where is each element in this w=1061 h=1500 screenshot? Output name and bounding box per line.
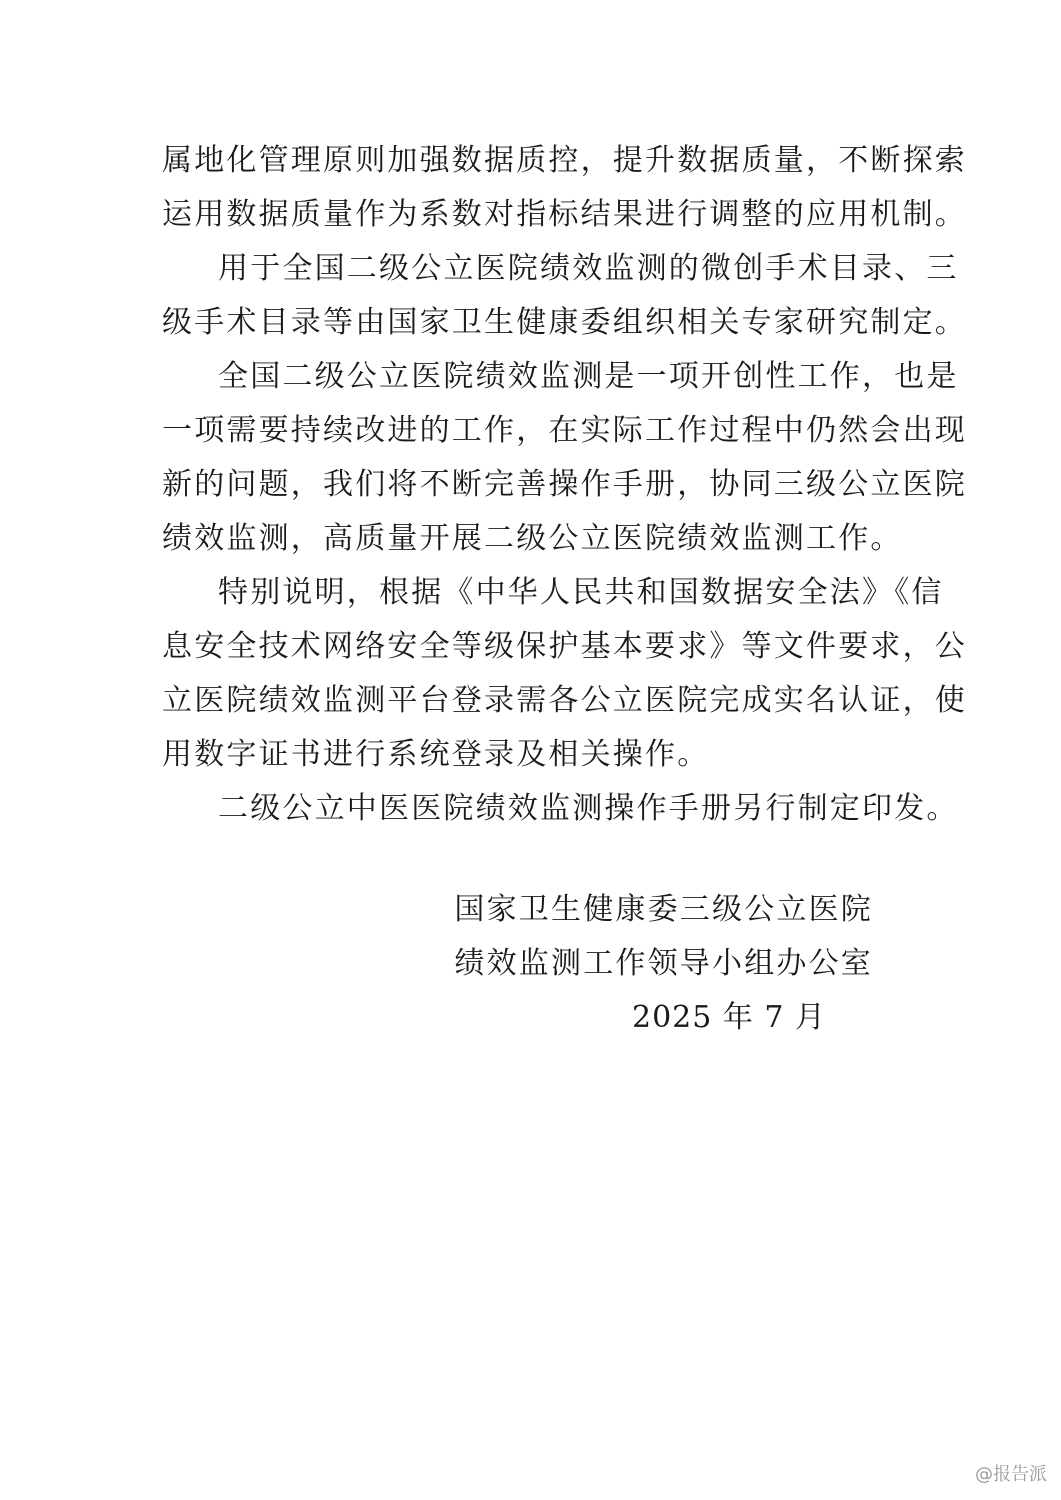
watermark: @报告派 — [975, 1464, 1047, 1485]
signature-org-line2: 绩效监测工作领导小组办公室 — [454, 946, 873, 981]
paragraph-start: 二级公立中医医院绩效监测操作手册另行制定印发。 — [218, 791, 959, 826]
text-line: 新的问题，我们将不断完善操作手册，协同三级公立医院 — [162, 467, 967, 502]
paragraph-start: 特别说明，根据《中华人民共和国数据安全法》《信 — [218, 575, 944, 610]
text-line: 属地化管理原则加强数据质控，提升数据质量，不断探索 — [162, 143, 967, 178]
text-line: 一项需要持续改进的工作，在实际工作过程中仍然会出现 — [162, 413, 967, 448]
text-line: 息安全技术网络安全等级保护基本要求》等文件要求，公 — [162, 629, 967, 664]
paragraph-start: 用于全国二级公立医院绩效监测的微创手术目录、三 — [218, 251, 959, 286]
text-line: 绩效监测，高质量开展二级公立医院绩效监测工作。 — [162, 521, 903, 556]
text-line: 运用数据质量作为系数对指标结果进行调整的应用机制。 — [162, 197, 967, 232]
signature-org-line1: 国家卫生健康委三级公立医院 — [454, 892, 873, 927]
text-line: 用数字证书进行系统登录及相关操作。 — [162, 737, 710, 772]
paragraph-start: 全国二级公立医院绩效监测是一项开创性工作，也是 — [218, 359, 959, 394]
text-line: 级手术目录等由国家卫生健康委组织相关专家研究制定。 — [162, 305, 967, 340]
signature-date: 2025 年 7 月 — [632, 1000, 827, 1035]
text-line: 立医院绩效监测平台登录需各公立医院完成实名认证，使 — [162, 683, 967, 718]
